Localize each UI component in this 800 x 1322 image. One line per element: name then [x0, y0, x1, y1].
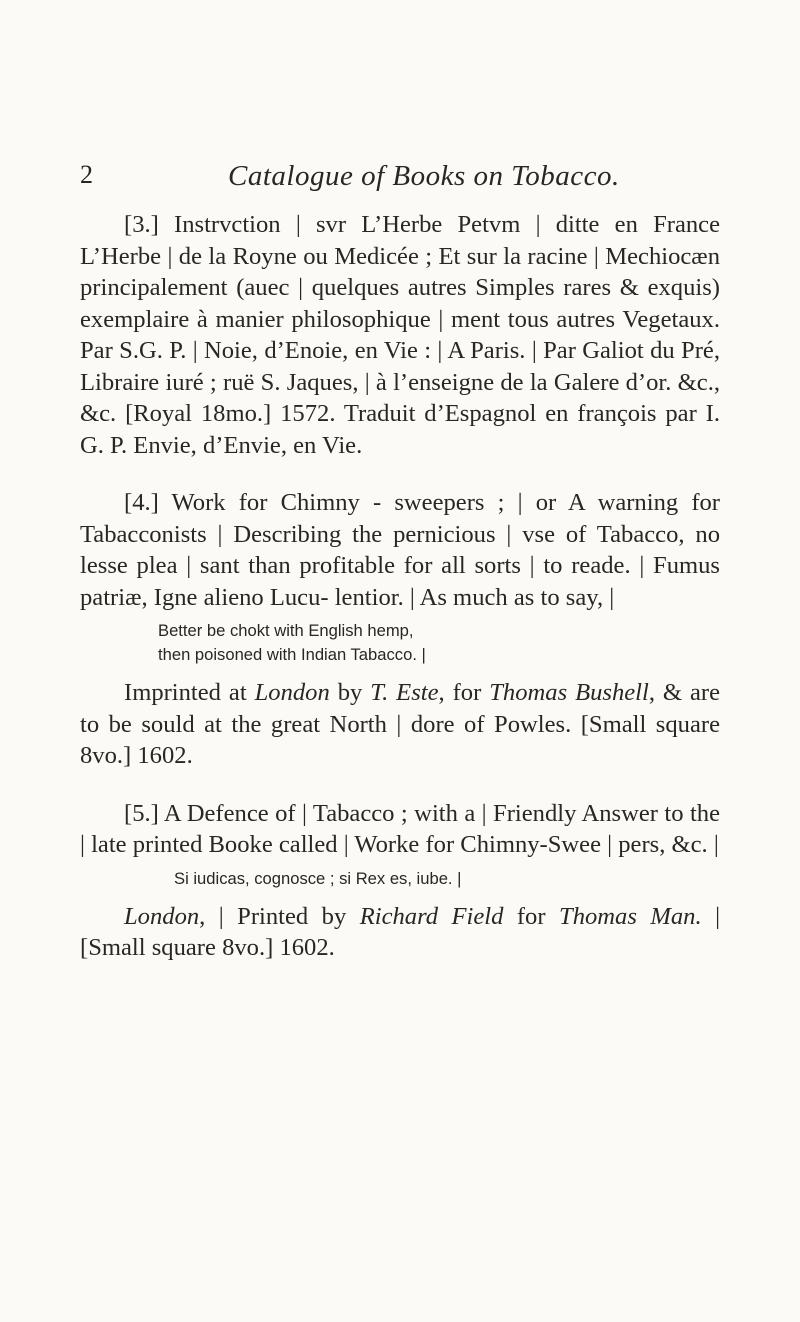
imprint-text: , & are to be sould at the great North | dore of Powles. [Small square 8vo.] 1602.: [80, 679, 721, 769]
running-title: Catalogue of Books on Tobacco.: [228, 160, 620, 192]
entry-quote: Si iudicas, cognosce ; si Rex es, iube. |: [174, 868, 462, 888]
imprint-publisher: Thomas Man.: [559, 902, 702, 930]
entry-text: [3.] Instrvction | svr L’Herbe Petvm | ditte en France L’Herbe | de la Royne ou Medicée ; Et sur la racine | Mechiocæn principalement (auec | quelques autres Simples rares & exquis) exemplaire à manier philosophique | ment tous autres Vegetaux. Par S.G. P. | Noie, d’Enoie, en Vie : | A Paris. | Par Galiot du Pré, Libraire iuré ; ruë S. Jaques, | à l’enseigne de la Galere d’or. &c., &c. [Royal 18mo.] 1572. Traduit d’Espagnol en françois par I. G. P. Envie, d’Envie, en Vie.: [80, 211, 720, 459]
imprint-text: by: [329, 679, 371, 706]
imprint-printer: T. Este: [370, 679, 439, 706]
quote-line: then poisoned with Indian Tabacco. |: [158, 645, 426, 664]
catalogue-entry-5: [80, 798, 720, 964]
imprint-place: London: [124, 902, 200, 930]
entry-text: [5.] A Defence of | Tabacco ; with a | Friendly Answer to the | late printed Booke called | Worke for Chimny-Swee | pers, &c. |: [80, 799, 720, 858]
imprint-text: , | Printed by: [199, 902, 360, 930]
entry-imprint: [80, 677, 720, 772]
imprint-text: , for: [438, 679, 490, 706]
imprint-printer: Richard Field: [359, 902, 504, 930]
page-number: 2: [80, 160, 93, 189]
catalogue-body: [80, 209, 720, 964]
imprint-publisher: Thomas Bushell: [489, 679, 649, 706]
entry-imprint: [80, 901, 720, 964]
entry-text: [4.] Work for Chimny - sweepers ; | or A warning for Tabacconists | Describing the pernicious | vse of Tabacco, no lesse plea | sant than profitable for all sorts | to reade. | Fumus patriæ, Igne alieno Lucu- lentior. | As much as to say, |: [80, 489, 720, 611]
quote-line: Better be chokt with English hemp,: [158, 621, 414, 640]
imprint-text: for: [503, 902, 560, 930]
entry-quote: [158, 619, 720, 667]
imprint-place: London: [254, 679, 330, 706]
imprint-text: Imprinted at: [124, 679, 255, 706]
page-header: [80, 160, 720, 200]
catalogue-entry-3: [80, 209, 720, 461]
imprint-text: | [Small square 8vo.] 1602.: [80, 902, 720, 961]
catalogue-entry-4: [80, 487, 720, 772]
